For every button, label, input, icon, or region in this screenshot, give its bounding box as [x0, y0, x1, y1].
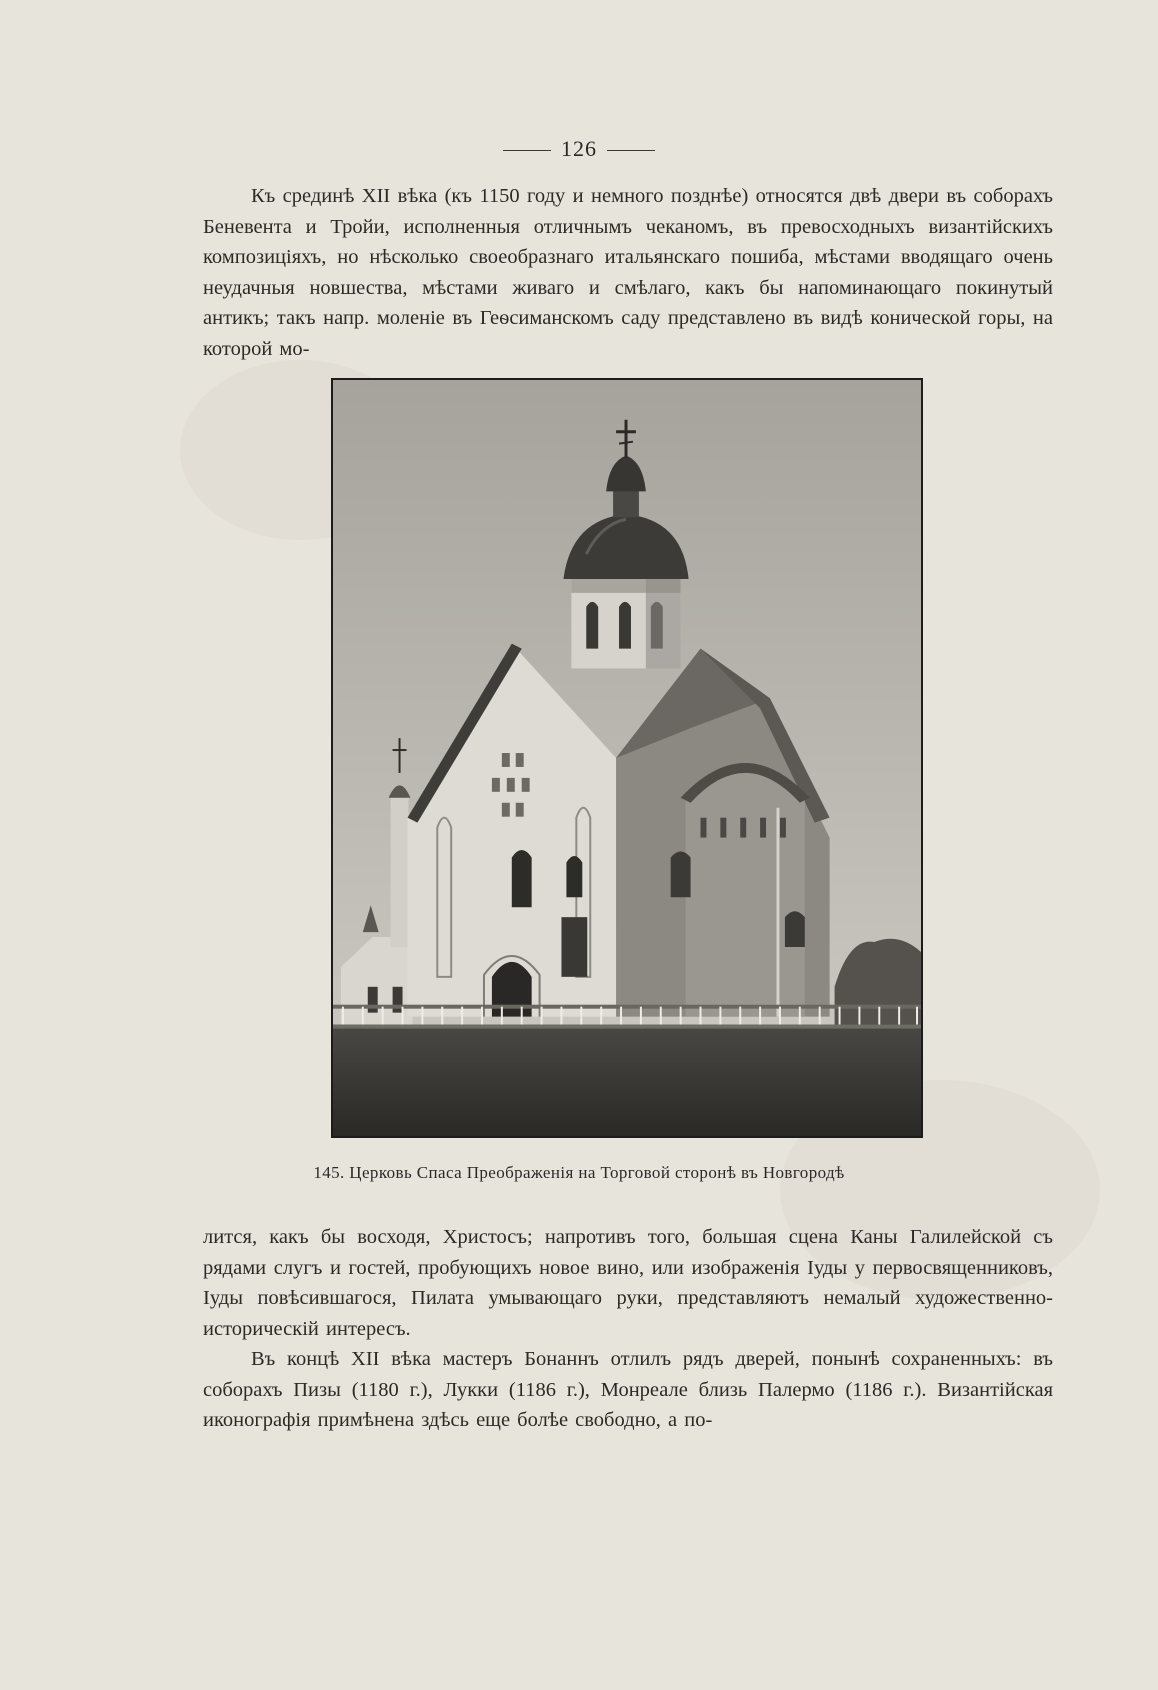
- figure-caption: 145. Церковь Спаса Преображенія на Торговой сторонѣ въ Новгородѣ: [313, 1163, 845, 1182]
- text-block-bottom: [203, 1222, 1053, 1436]
- figure-photo: [331, 378, 923, 1138]
- page-number-rule-right: [607, 150, 655, 151]
- text-block-top: [203, 181, 1053, 364]
- paragraph-top: Къ срединѣ XII вѣка (къ 1150 году и немного позднѣе) относятся двѣ двери въ соборахъ Беневента и Тройи, исполненныя отличнымъ чеканомъ, въ превосходныхъ византійскихъ композиціяхъ, но нѣсколько своеобразнаго итальянскаго пошиба, мѣстами вводящаго очень неудачныя новшества, мѣстами живаго и смѣлаго, какъ бы напоминающаго покинутый антикъ; такъ напр. моленіе въ Геѳсиманскомъ саду представлено въ видѣ конической горы, на которой мо-: [203, 185, 1053, 360]
- page-number-rule-left: [503, 150, 551, 151]
- paragraph-continued: лится, какъ бы восходя, Христосъ; напротивъ того, большая сцена Каны Галилейской съ рядами слугъ и гостей, пробующихъ новое вино, или изображенія Іуды у первосвященниковъ, Іуды повѣсившагося, Пилата умывающаго руки, представляютъ немалый художественно-историческій интересъ.: [203, 1226, 1053, 1340]
- church-photograph: [333, 380, 921, 1136]
- page-number-text: 126: [561, 136, 597, 161]
- paragraph-bottom: Въ концѣ XII вѣка мастеръ Бонаннъ отлилъ рядъ дверей, понынѣ сохраненныхъ: въ соборахъ Пизы (1180 г.), Лукки (1186 г.), Монреале близь Палермо (1186 г.). Византійская иконографія примѣнена здѣсь еще болѣе свободно, а по-: [203, 1348, 1053, 1431]
- page-number: [0, 136, 1158, 162]
